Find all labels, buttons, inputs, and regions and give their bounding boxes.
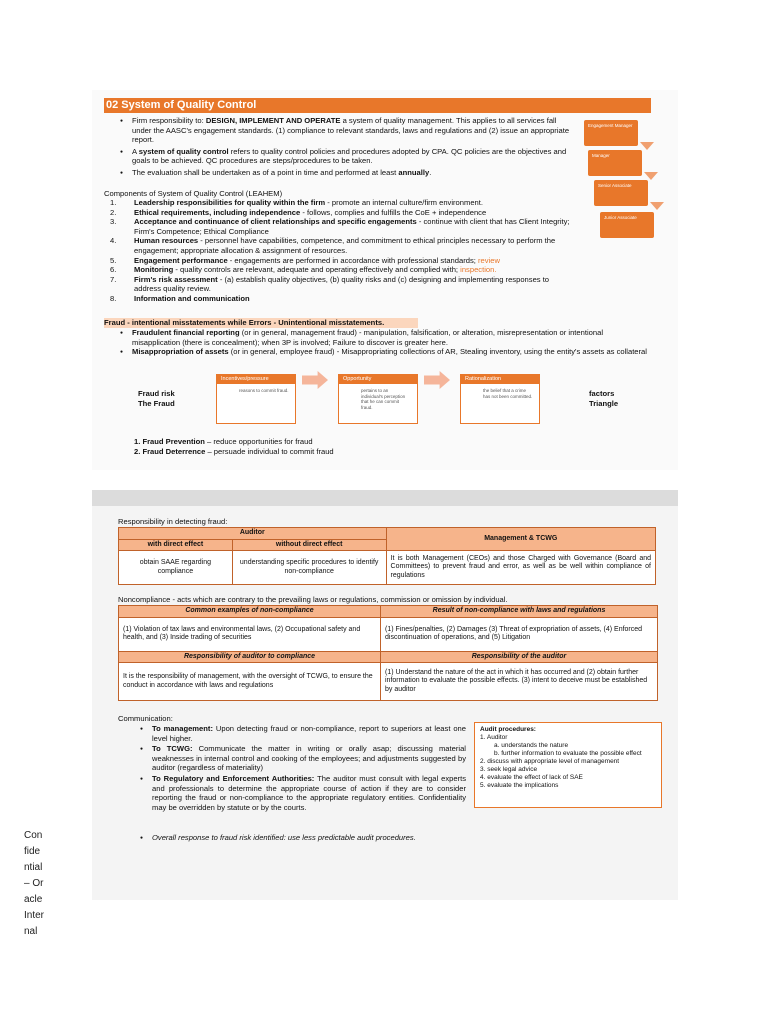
down-arrow-icon	[644, 172, 658, 180]
list-item: 7. Firm's risk assessment - (a) establish quality objectives, (b) quality risks and (c) designing and implementing responses to address quality review.	[110, 274, 550, 294]
table-header: Result of non-compliance with laws and regulations	[381, 606, 658, 618]
audit-procedures-title: Audit procedures:	[480, 726, 536, 733]
table-header: Management & TCWG	[386, 528, 655, 551]
table-cell: It is both Management (CEOs) and those Charged with Governance (Board and Committees) to prevent fraud and error, as well as be well within compliance of regulations	[386, 551, 655, 585]
noncompliance-table	[118, 605, 658, 701]
fraud-risk-label: Fraud risk The Fraud	[138, 389, 175, 408]
list-item: ● A system of quality control refers to quality control policies and procedures adopted by CPA. QC policies are the objectives and goals to be achieved. QC procedures are steps/procedures to be taken.	[120, 147, 574, 166]
list-item: ● Firm responsibility to: DESIGN, IMPLEMENT AND OPERATE a system of quality management. This applies to all services fall under the AASC's engagement standards. (1) compliance to relevant standards, laws and regulations and (2) issue an appropriate report.	[120, 116, 574, 145]
hierarchy-junior-associate: Junior Associate	[600, 212, 654, 238]
list-item: 4. Human resources - personnel have capabilities, competence, and commitment to ethical principles necessary to perform the engagement; appropriate allocation & assignment of resources.	[110, 236, 556, 255]
fraud-bullets	[120, 328, 652, 357]
table-cell: (1) Fines/penalties, (2) Damages (3) Threat of expropriation of assets, (4) Enforced discontinuation of operations, and (5) Litigation	[381, 617, 658, 651]
noncompliance-definition: Noncompliance - acts which are contrary to the prevailing laws or regulations, commission or omission by individual.	[118, 595, 508, 604]
table-cell: (1) Violation of tax laws and environmental laws, (2) Occupational safety and health, and (3) Inside trading of securities	[119, 617, 381, 651]
list-item: 1. Leadership responsibilities for quality within the firm - promote an internal culture/firm environment.	[110, 198, 483, 207]
list-item: 5. evaluate the implications	[480, 782, 559, 789]
down-arrow-icon	[650, 202, 664, 210]
table-header: Auditor	[119, 528, 387, 540]
communication-bullets	[140, 724, 466, 812]
list-item: 2. discuss with appropriate level of management	[480, 758, 620, 765]
table-cell: It is the responsibility of management, with the oversight of TCWG, to ensure the conduct in accordance with laws and regulations	[119, 663, 381, 701]
list-item: 6. Monitoring - quality controls are relevant, adequate and operating effectively and complied with; inspection.	[110, 265, 497, 275]
table-header: with direct effect	[119, 539, 233, 551]
resp-title: Responsibility in detecting fraud:	[118, 517, 228, 526]
components-list	[104, 198, 574, 304]
list-item: ● Fraudulent financial reporting (or in general, management fraud) - manipulation, falsification, or alteration, misrepresentation or intentional misapplication (there is concealment); when 3P is involved; Failure to discover is greater here.	[120, 328, 652, 347]
list-item: ● To management: Upon detecting fraud or non-compliance, report to superiors at least one level higher.	[140, 724, 466, 743]
section-title: 02 System of Quality Control	[104, 98, 651, 113]
list-item: a. understands the nature	[494, 742, 569, 749]
table-header: Responsibility of the auditor	[381, 651, 658, 663]
list-item: ● Overall response to fraud risk identified: use less predictable audit procedures.	[140, 833, 480, 843]
hierarchy-engagement-manager: Engagement Manager	[584, 120, 638, 146]
fraud-triangle-label: factors Triangle	[589, 389, 619, 408]
communication-last	[140, 833, 480, 843]
hierarchy-senior-associate: Senior Associate	[594, 180, 648, 206]
hierarchy-manager: Manager	[588, 150, 642, 176]
components-title: Components of System of Quality Control (LEAHEM)	[104, 189, 283, 198]
list-item: 3. seek legal advice	[480, 766, 538, 773]
list-item: ● Misappropriation of assets (or in general, employee fraud) - Misappropriating collections of AR, Stealing inventory, using the entity's assets as collateral	[120, 347, 652, 357]
communication-title: Communication:	[118, 714, 173, 723]
responsibility-table	[118, 527, 656, 585]
opportunity-box: Opportunity pertains to an individual's perception that he can commit fraud.	[338, 374, 418, 424]
list-item: ● To Regulatory and Enforcement Authorities: The auditor must consult with legal experts and professionals to determine the appropriate course of action if they are to consider reporting the fraud or non-compliance to the appropriate regulatory entities. Confidentiality may be overridden by statute or by the courts.	[140, 774, 466, 812]
list-item: ● To TCWG: Communicate the matter in writing or orally asap; discussing material weaknesses in internal control and cooking of the employees; and adjustments suggested by auditor (regardless of materiality)	[140, 744, 466, 773]
list-item: ● The evaluation shall be undertaken as of a point in time and performed at least annually.	[120, 168, 574, 178]
table-cell: (1) Understand the nature of the act in which it has occurred and (2) obtain further information to evaluate the possible effects. (3) intent to deceive must be established by auditor	[381, 663, 658, 701]
list-item: 5. Engagement performance - engagements are performed in accordance with professional standards; review	[110, 255, 500, 265]
list-item: 3. Acceptance and continuance of client relationships and specific engagements - continue with client that has Client Integrity; Firm's Competence; Ethical Compliance	[110, 217, 570, 236]
list-item: 1. Auditor	[480, 734, 508, 741]
table-header: Common examples of non-compliance	[119, 606, 381, 618]
down-arrow-icon	[640, 142, 654, 150]
list-item: 8. Information and communication	[110, 293, 250, 303]
table-header: without direct effect	[232, 539, 386, 551]
list-item: 2. Ethical requirements, including independence - follows, complies and fulfills the CoE + independence	[110, 207, 487, 217]
table-cell: understanding specific procedures to identify non-compliance	[232, 551, 386, 585]
fraud-actions: 1. Fraud Prevention – reduce opportunities for fraud 2. Fraud Deterrence – persuade individual to commit fraud	[134, 437, 334, 456]
table-cell: obtain SAAE regarding compliance	[119, 551, 233, 585]
page-divider	[92, 490, 678, 506]
intro-bullets	[120, 116, 574, 178]
rationalization-box: Rationalization the belief that a crime has not been committed.	[460, 374, 540, 424]
table-header: Responsibility of auditor to compliance	[119, 651, 381, 663]
fraud-definition: Fraud - intentional misstatements while Errors - Unintentional misstatements.	[104, 318, 418, 328]
audit-procedures-box	[474, 722, 662, 808]
confidential-side-note: Confidential – Oracle Internal	[24, 830, 45, 937]
list-item: 4. evaluate the effect of lack of SAE	[480, 774, 583, 781]
incentives-box: Incentives/pressure reasons to commit fraud.	[216, 374, 296, 424]
list-item: b. further information to evaluate the possible effect	[494, 750, 642, 757]
